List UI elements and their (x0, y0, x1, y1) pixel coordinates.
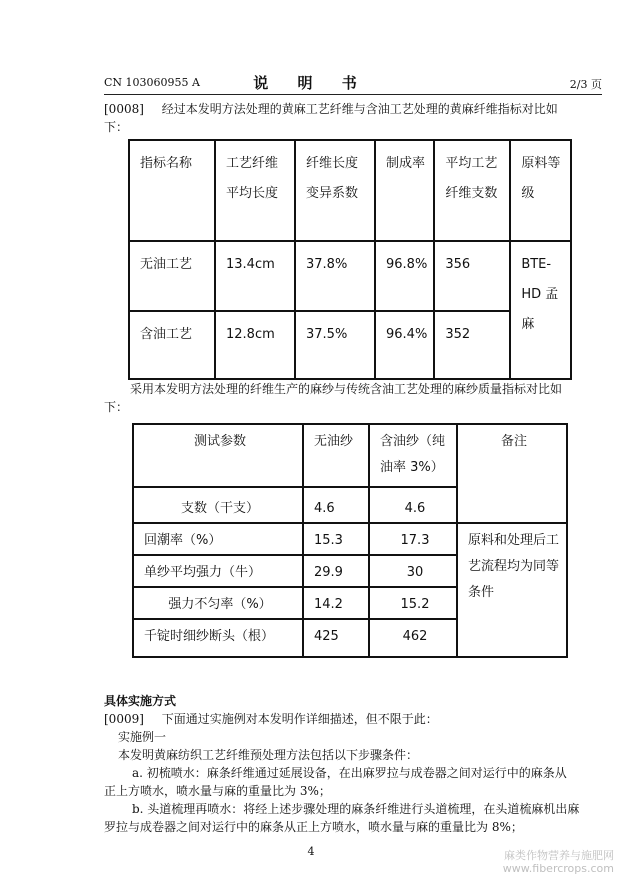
table-cell: 37.8% (295, 241, 375, 311)
paragraph-text: 采用本发明方法处理的纤维生产的麻纱与传统含油工艺处理的麻纱质量指标对比如 (130, 382, 563, 396)
table-cell: 17.3 (369, 523, 457, 555)
raw-material-grade-cell: BTE-HD 孟麻 (510, 241, 571, 379)
table-cell: 352 (434, 311, 510, 379)
paragraph-text-cont: 下： (104, 400, 129, 414)
table-cell: 462 (369, 619, 457, 657)
paragraph-text: 下面通过实施例对本发明作详细描述，但不限于此： (161, 712, 438, 726)
section-title: 具体实施方式 (104, 694, 177, 708)
step-b-text-cont: 罗拉与成卷器之间对运行中的麻条从正上方喷水，喷水量与麻的重量比为 8%； (104, 820, 523, 834)
table-cell: 425 (303, 619, 369, 657)
watermark (503, 849, 614, 875)
table-header-cell: 工艺纤维平均长度 (215, 140, 295, 241)
table-header-row (133, 424, 567, 487)
paragraph-tag: [0009] (104, 712, 144, 726)
document-title: 说 明 书 (253, 74, 369, 92)
paragraph-0008 (104, 100, 609, 136)
table-cell: 13.4cm (215, 241, 295, 311)
table-cell: 4.6 (303, 487, 369, 523)
table-header-cell: 备注 (457, 424, 567, 523)
table-cell: 96.8% (375, 241, 434, 311)
paragraph-text: 经过本发明方法处理的黄麻工艺纤维与含油工艺处理的黄麻纤维指标对比如 (161, 102, 558, 116)
step-a-text-cont: 正上方喷水，喷水量与麻的重量比为 3%； (104, 784, 331, 798)
table-cell: 356 (434, 241, 510, 311)
patent-number: CN 103060955 A (104, 76, 200, 89)
page-indicator: 2/3 页 (569, 78, 602, 91)
table-header-cell: 测试参数 (133, 424, 303, 487)
table-cell: 回潮率（%） (133, 523, 303, 555)
table-cell: 千锭时细纱断头（根） (133, 619, 303, 657)
header-divider (104, 94, 602, 95)
table-cell: 无油工艺 (129, 241, 215, 311)
table-cell: 12.8cm (215, 311, 295, 379)
table-header-cell: 含油纱（纯油率 3%） (369, 424, 457, 487)
step-a-text: a. 初梳喷水：麻条纤维通过延展设备，在出麻罗拉与成卷器之间对运行中的麻条从 (132, 766, 567, 780)
watermark-title: 麻类作物营养与施肥网 (504, 849, 614, 862)
table-cell: 96.4% (375, 311, 434, 379)
watermark-url: www.fibercrops.com (502, 862, 614, 875)
table-cell: 29.9 (303, 555, 369, 587)
table-header-cell: 指标名称 (129, 140, 215, 241)
step-b (104, 800, 609, 836)
fiber-comparison-table (128, 139, 572, 380)
table-cell: 支数（干支） (133, 487, 303, 523)
step-a (104, 764, 609, 800)
paragraph-0009 (104, 710, 609, 728)
table-cell: 单纱平均强力（牛） (133, 555, 303, 587)
table-row (129, 311, 571, 379)
table-cell: 14.2 (303, 587, 369, 619)
step-b-text: b. 头道梳理再喷水：将经上述步骤处理的麻条纤维进行头道梳理，在头道梳麻机出麻 (132, 802, 580, 816)
paragraph-tag: [0008] (104, 102, 144, 116)
table-row (129, 241, 571, 311)
remark-cell: 原料和处理后工艺流程均为同等条件 (457, 523, 567, 657)
page-number: 4 (307, 845, 315, 858)
table-header-cell: 制成率 (375, 140, 434, 241)
table-cell: 4.6 (369, 487, 457, 523)
example-title: 实施例一 (118, 730, 167, 744)
table-cell: 15.3 (303, 523, 369, 555)
table-header-cell: 无油纱 (303, 424, 369, 487)
method-intro: 本发明黄麻纺织工艺纤维预处理方法包括以下步骤条件： (118, 748, 419, 762)
table-cell: 37.5% (295, 311, 375, 379)
table-row (133, 523, 567, 555)
table-cell: 15.2 (369, 587, 457, 619)
paragraph-text-cont: 下： (104, 120, 129, 134)
paragraph-yarn-comparison (104, 380, 609, 416)
yarn-quality-table (132, 423, 568, 658)
table-header-cell: 平均工艺纤维支数 (434, 140, 510, 241)
table-header-cell: 纤维长度变异系数 (295, 140, 375, 241)
table-header-row (129, 140, 571, 241)
table-cell: 30 (369, 555, 457, 587)
table-cell: 强力不匀率（%） (133, 587, 303, 619)
table-cell: 含油工艺 (129, 311, 215, 379)
table-header-cell: 原料等级 (510, 140, 571, 241)
